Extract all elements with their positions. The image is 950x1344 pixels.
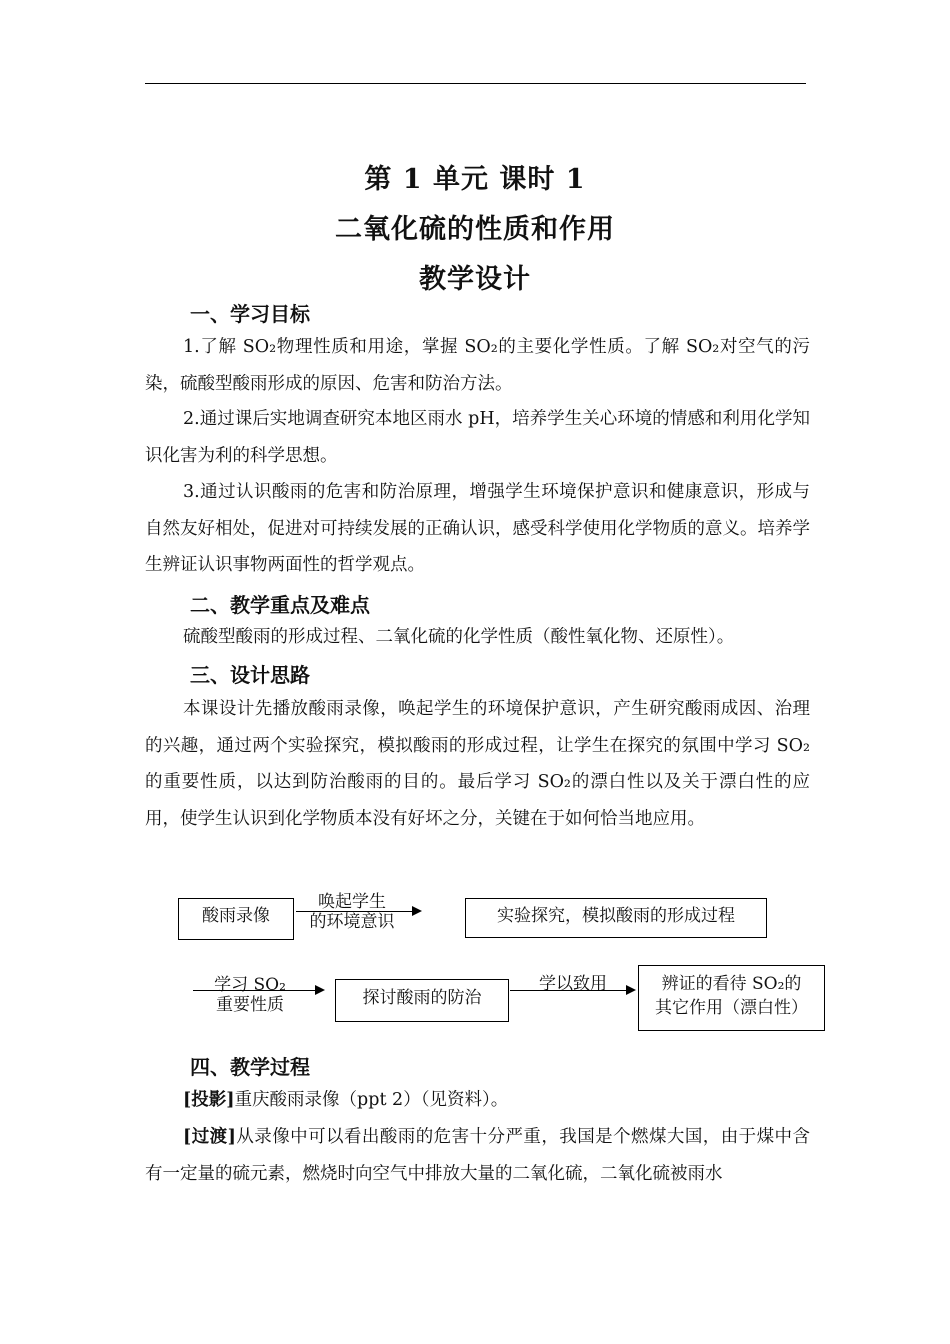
flow-arrow-label-1-line1: 唤起学生 xyxy=(318,892,386,912)
transition-tag: [过渡] xyxy=(183,1127,236,1147)
key-points-text: 硫酸型酸雨的形成过程、二氧化硫的化学性质（酸性氧化物、还原性）。 xyxy=(183,627,735,647)
objective-3: 3.通过认识酸雨的危害和防治原理，增强学生环境保护意识和健康意识，形成与自然友好相处，促进对可持续发展的正确认识，感受科学使用化学物质的意义。培养学生辨证认识事物两面性的哲学观点。 xyxy=(145,482,810,575)
section-heading-process: 四、教学过程 xyxy=(190,1055,310,1079)
section-heading-design: 三、设计思路 xyxy=(190,663,310,687)
flow-box-prevention: 探讨酸雨的防治 xyxy=(335,979,509,1022)
flow-arrow-label-2-line2: 重要性质 xyxy=(216,995,284,1015)
flow-arrow-2 xyxy=(193,990,323,991)
doc-title-topic: 二氧化硫的性质和作用 xyxy=(335,214,615,245)
flow-arrow-3 xyxy=(510,990,634,991)
flow-arrow-label-1 xyxy=(298,892,406,932)
flow-box-other-uses-line1: 辨证的看待 SO₂的 xyxy=(661,974,802,994)
transition-text: 从录像中可以看出酸雨的危害十分严重，我国是个燃煤大国，由于煤中含有一定量的硫元素，燃烧时向空气中排放大量的二氧化硫，二氧化硫被雨水 xyxy=(145,1127,811,1184)
section-heading-objectives: 一、学习目标 xyxy=(190,302,310,326)
flow-box-video: 酸雨录像 xyxy=(178,898,294,940)
process-transition xyxy=(145,1119,810,1192)
section-heading-key-points: 二、教学重点及难点 xyxy=(190,593,370,617)
flow-box-other-uses xyxy=(638,965,825,1031)
flow-arrow-label-3: 学以致用 xyxy=(539,974,607,994)
objective-1: 1.了解 SO₂物理性质和用途，掌握 SO₂的主要化学性质。了解 SO₂对空气的污染，硫酸型酸雨形成的原因、危害和防治方法。 xyxy=(145,337,810,394)
process-projection xyxy=(145,1082,810,1119)
objective-2: 2.通过课后实地调查研究本地区雨水 pH，培养学生关心环境的情感和利用化学知识化害为利的科学思想。 xyxy=(145,409,810,466)
flow-arrow-1 xyxy=(296,911,420,912)
flow-box-experiment: 实验探究，模拟酸雨的形成过程 xyxy=(465,898,767,938)
doc-title-unit: 第 1 单元 课时 1 xyxy=(364,164,586,195)
projection-tag: [投影] xyxy=(183,1090,235,1110)
doc-title-type: 教学设计 xyxy=(419,264,531,295)
flow-arrow-label-1-line2: 的环境意识 xyxy=(309,912,395,932)
flow-box-other-uses-line2: 其它作用（漂白性） xyxy=(655,998,808,1018)
header-rule xyxy=(145,83,806,84)
design-text: 本课设计先播放酸雨录像，唤起学生的环境保护意识，产生研究酸雨成因、治理的兴趣，通过两个实验探究，模拟酸雨的形成过程，让学生在探究的氛围中学习 SO₂的重要性质，以达到防治酸雨的目的。最后学习 SO₂的漂白性以及关于漂白性的应用，使学生认识到化学物质本没有好坏之分，关键在于如何恰当地应用。 xyxy=(145,699,810,829)
flow-arrow-label-2 xyxy=(195,975,305,1015)
projection-text: 重庆酸雨录像（ppt 2）（见资料）。 xyxy=(234,1090,509,1110)
flow-arrow-label-2-line1: 学习 SO₂ xyxy=(214,975,286,995)
